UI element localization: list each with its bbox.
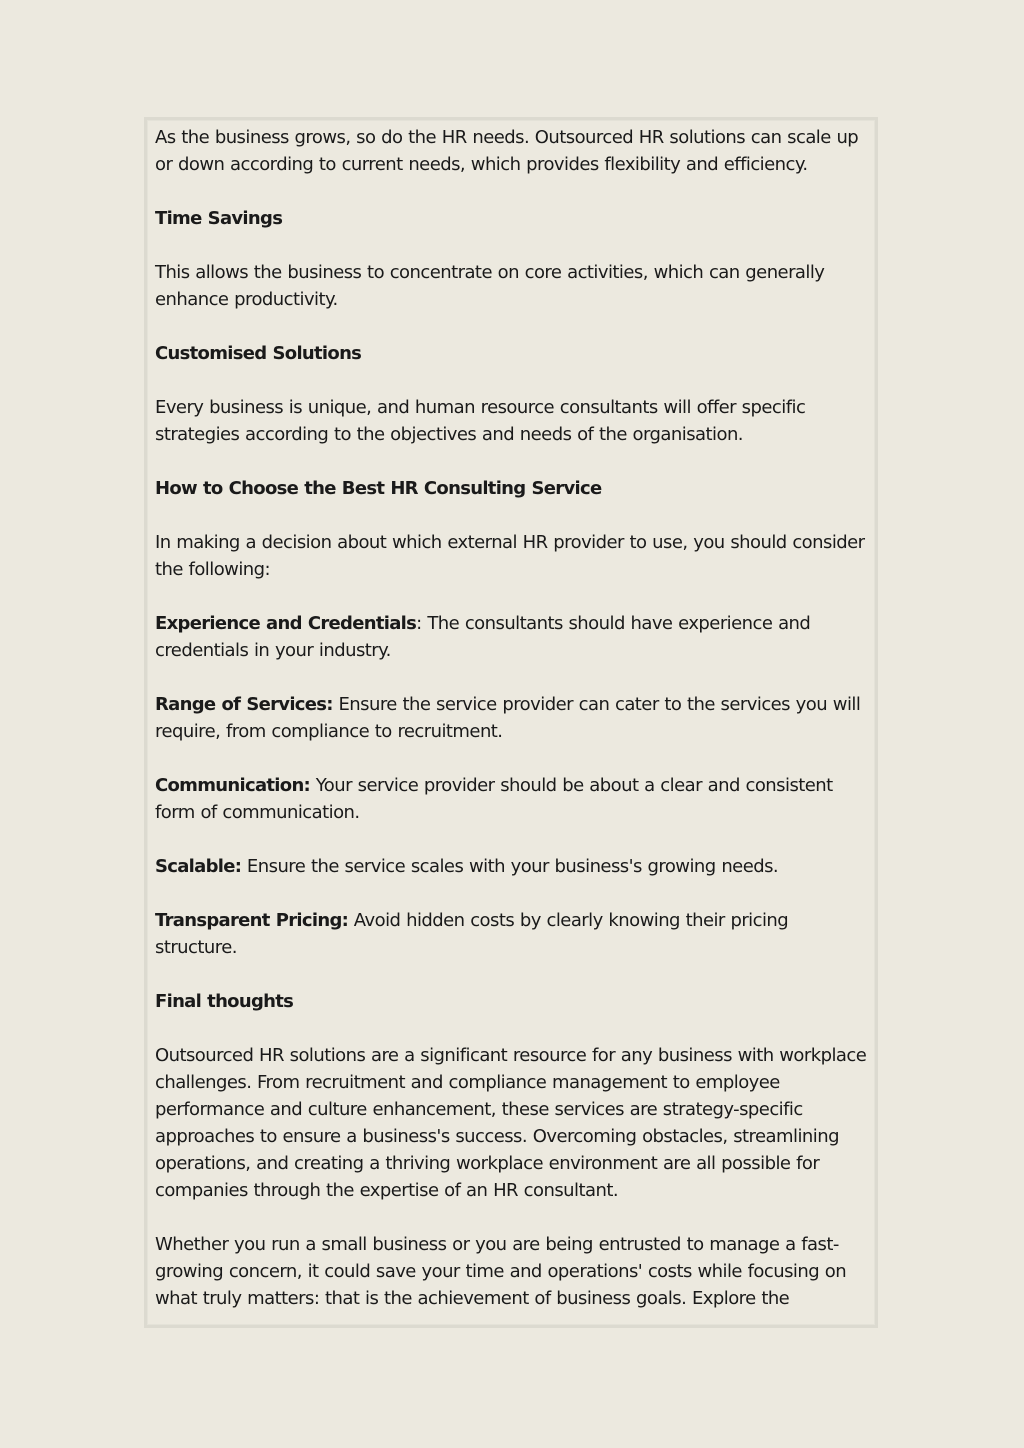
criteria-item-scalable	[155, 853, 873, 880]
heading-final-thoughts: Final thoughts	[155, 991, 294, 1012]
criteria-description: Ensure the service scales with your business's growing needs.	[241, 856, 779, 877]
paragraph-customised-solutions: Every business is unique, and human resource consultants will offer specific strategies according to the objectives and needs of the organisation.	[155, 397, 806, 445]
criteria-description: Your service provider should be about a clear and consistent form of communication.	[155, 775, 833, 823]
criteria-item-range-of-services	[155, 691, 873, 745]
document-body	[155, 124, 873, 1339]
criteria-item-transparent-pricing	[155, 907, 873, 961]
criteria-term: Experience and Credentials	[155, 613, 417, 634]
criteria-term: Scalable:	[155, 856, 242, 877]
criteria-term: Communication:	[155, 775, 311, 796]
criteria-item-communication	[155, 772, 873, 826]
heading-how-to-choose: How to Choose the Best HR Consulting Service	[155, 478, 602, 499]
criteria-description: Avoid hidden costs by clearly knowing their pricing structure.	[155, 910, 789, 958]
heading-customised-solutions: Customised Solutions	[155, 343, 362, 364]
criteria-description: : The consultants should have experience and credentials in your industry.	[155, 613, 811, 661]
criteria-term: Transparent Pricing:	[155, 910, 349, 931]
criteria-description: Ensure the service provider can cater to the services you will require, from compliance to recruitment.	[155, 694, 861, 742]
paragraph-how-to-choose-intro: In making a decision about which external HR provider to use, you should consider the following:	[155, 532, 865, 580]
criteria-item-experience	[155, 610, 873, 664]
heading-time-savings: Time Savings	[155, 208, 283, 229]
paragraph-scalability: As the business grows, so do the HR needs. Outsourced HR solutions can scale up or down according to current needs, which provides flexibility and efficiency.	[155, 127, 859, 175]
paragraph-time-savings: This allows the business to concentrate on core activities, which can generally enhance productivity.	[155, 262, 825, 310]
criteria-term: Range of Services:	[155, 694, 333, 715]
paragraph-final-thoughts: Outsourced HR solutions are a significant resource for any business with workplace challenges. From recruitment and compliance management to employee performance and culture enhancement, these services are strategy-specific approaches to ensure a business's success. Overcoming obstacles, streamlining operations, and creating a thriving workplace environment are all possible for companies through the expertise of an HR consultant.	[155, 1045, 867, 1201]
paragraph-closing: Whether you run a small business or you are being entrusted to manage a fast-growing concern, it could save your time and operations' costs while focusing on what truly matters: that is the achievement of business goals. Explore the	[155, 1234, 847, 1309]
